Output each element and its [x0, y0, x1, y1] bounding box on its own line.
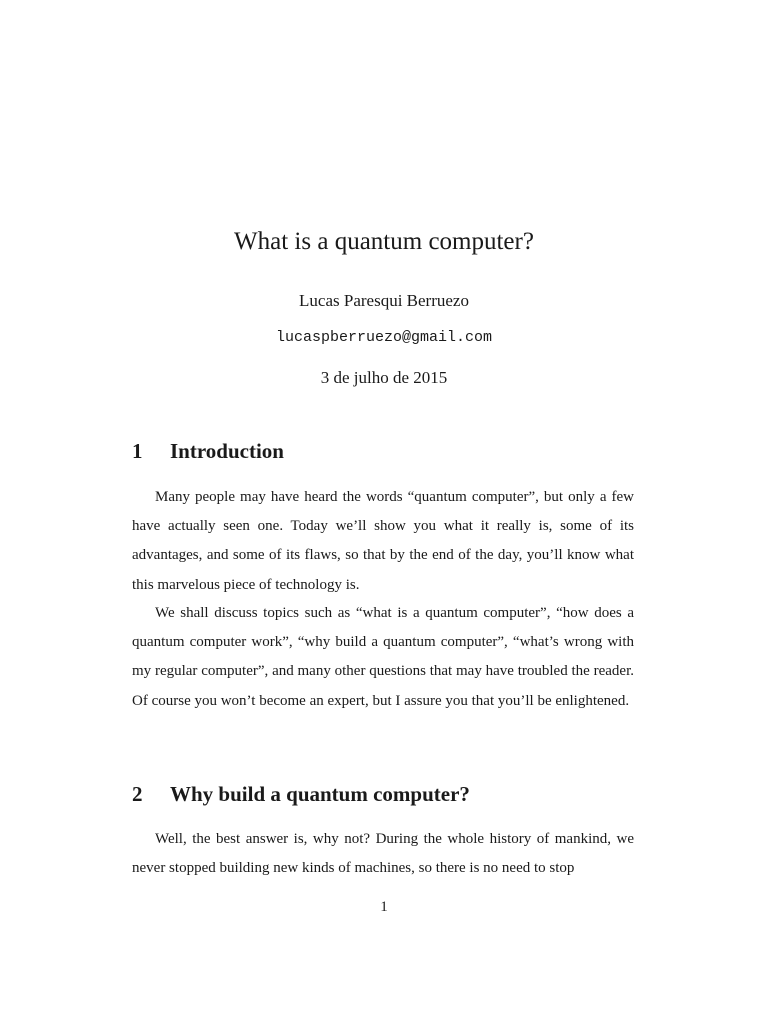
section-title: Introduction	[170, 439, 284, 463]
section-title: Why build a quantum computer?	[170, 782, 470, 806]
paragraph: Many people may have heard the words “quantum computer”, but only a few have actually seen one. Today we’ll show you what it really is, some of its advantages, and some of its flaws, so that by the end of the day, you’ll know what this marvelous piece of technology is.	[132, 489, 634, 593]
document-title: What is a quantum computer?	[234, 228, 534, 255]
section-heading-introduction	[132, 437, 284, 465]
page-number: 1	[380, 899, 388, 915]
section-heading-why-build	[132, 780, 470, 808]
paragraph: Well, the best answer is, why not? During the whole history of mankind, we never stopped building new kinds of machines, so there is no need to stop	[132, 831, 634, 877]
author-email: lucaspberruezo@gmail.com	[275, 329, 493, 346]
document-date: 3 de julho de 2015	[320, 368, 448, 387]
paragraph: We shall discuss topics such as “what is a quantum computer”, “how does a quantum computer work”, “why build a quantum computer”, “what’s wrong with my regular computer”, and many other questions that may have troubled the reader. Of course you won’t become an expert, but I assure you that you’ll be enlightened.	[132, 605, 634, 709]
author-name: Lucas Paresqui Berruezo	[299, 291, 469, 310]
section-number: 1	[132, 439, 143, 463]
section-number: 2	[132, 782, 143, 806]
